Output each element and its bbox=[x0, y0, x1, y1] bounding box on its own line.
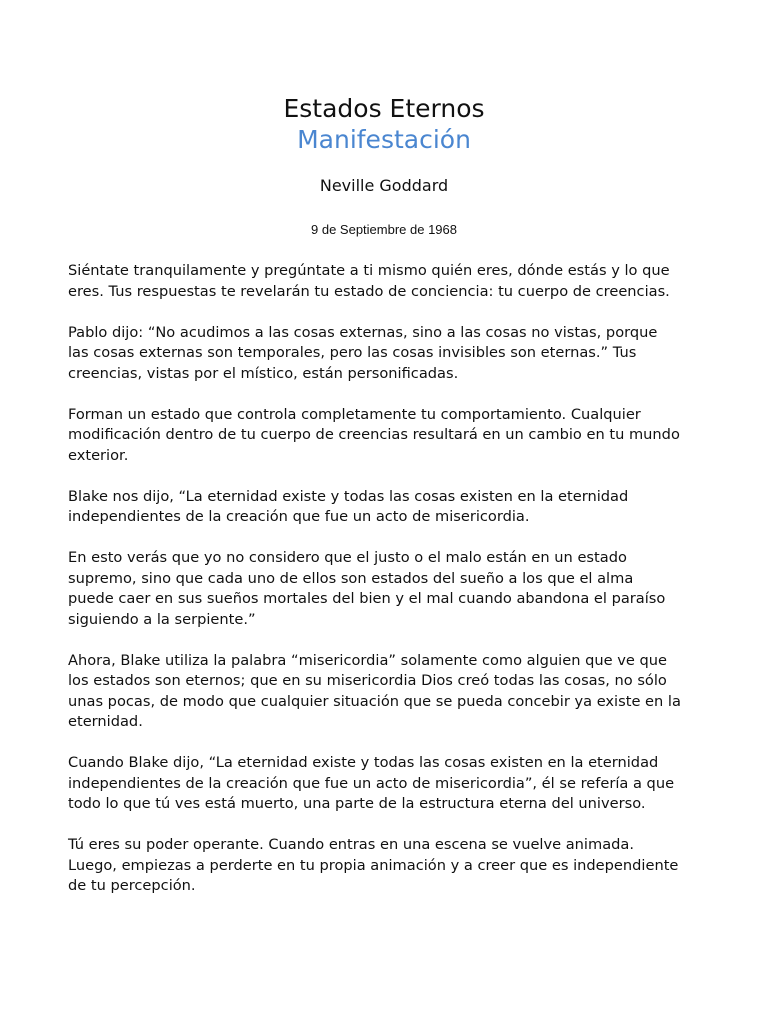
paragraph-line: eres. Tus respuestas te revelarán tu estado de conciencia: tu cuerpo de creencias. bbox=[68, 282, 670, 300]
paragraph-line: Blake nos dijo, “La eternidad existe y todas las cosas existen en la eternidad bbox=[68, 487, 629, 505]
paragraph-line: las cosas externas son temporales, pero las cosas invisibles son eternas.” Tus bbox=[68, 344, 637, 361]
paragraph bbox=[68, 753, 708, 815]
paragraph-line: independientes de la creación que fue un acto de misericordia. bbox=[68, 508, 530, 525]
paragraph-line: En esto verás que yo no considero que el justo o el malo están en un estado bbox=[68, 549, 627, 566]
paragraph-line: modificación dentro de tu cuerpo de creencias resultará en un cambio en tu mundo bbox=[68, 426, 680, 443]
paragraph-line: los estados son eternos; que en su misericordia Dios creó todas las cosas, no sólo bbox=[68, 672, 667, 689]
paragraph-line: eternidad. bbox=[68, 713, 143, 730]
paragraph bbox=[68, 261, 708, 302]
document-body bbox=[68, 261, 708, 917]
paragraph bbox=[68, 548, 708, 630]
paragraph-line: creencias, vistas por el místico, están personificadas. bbox=[68, 364, 459, 382]
paragraph bbox=[68, 405, 708, 467]
paragraph-line: Ahora, Blake utiliza la palabra “misericordia” solamente como alguien que ve que bbox=[68, 651, 667, 669]
document-subtitle: Manifestación bbox=[297, 125, 471, 154]
paragraph-line: Pablo dijo: “No acudimos a las cosas externas, sino a las cosas no vistas, porque bbox=[68, 323, 658, 341]
document-author: Neville Goddard bbox=[319, 176, 449, 195]
paragraph-line: de tu percepción. bbox=[68, 877, 196, 894]
paragraph-line: exterior. bbox=[68, 446, 129, 464]
paragraph-line: unas pocas, de modo que cualquier situación que se pueda concebir ya existe en la bbox=[68, 692, 681, 710]
paragraph-line: todo lo que tú ves está muerto, una parte de la estructura eterna del universo. bbox=[68, 795, 646, 812]
paragraph-line: siguiendo a la serpiente.” bbox=[68, 610, 256, 628]
paragraph-line: Luego, empiezas a perderte en tu propia animación y a creer que es independiente bbox=[68, 856, 679, 874]
paragraph-line: Siéntate tranquilamente y pregúntate a ti mismo quién eres, dónde estás y lo que bbox=[68, 262, 670, 279]
paragraph-line: Cuando Blake dijo, “La eternidad existe y todas las cosas existen en la eternidad bbox=[68, 754, 659, 771]
paragraph-line: puede caer en sus sueños mortales del bien y el mal cuando abandona el paraíso bbox=[68, 590, 666, 607]
paragraph-line: supremo, sino que cada uno de ellos son estados del sueño a los que el alma bbox=[68, 569, 634, 587]
paragraph bbox=[68, 835, 708, 897]
paragraph bbox=[68, 323, 708, 385]
paragraph-line: Forman un estado que controla completamente tu comportamiento. Cualquier bbox=[68, 405, 641, 423]
document-title: Estados Eternos bbox=[283, 94, 485, 123]
paragraph-line: independientes de la creación que fue un acto de misericordia”, él se refería a que bbox=[68, 774, 675, 792]
paragraph-line: Tú eres su poder operante. Cuando entras en una escena se vuelve animada. bbox=[68, 836, 634, 853]
paragraph bbox=[68, 651, 708, 733]
document-date: 9 de Septiembre de 1968 bbox=[311, 222, 457, 237]
paragraph bbox=[68, 487, 708, 528]
